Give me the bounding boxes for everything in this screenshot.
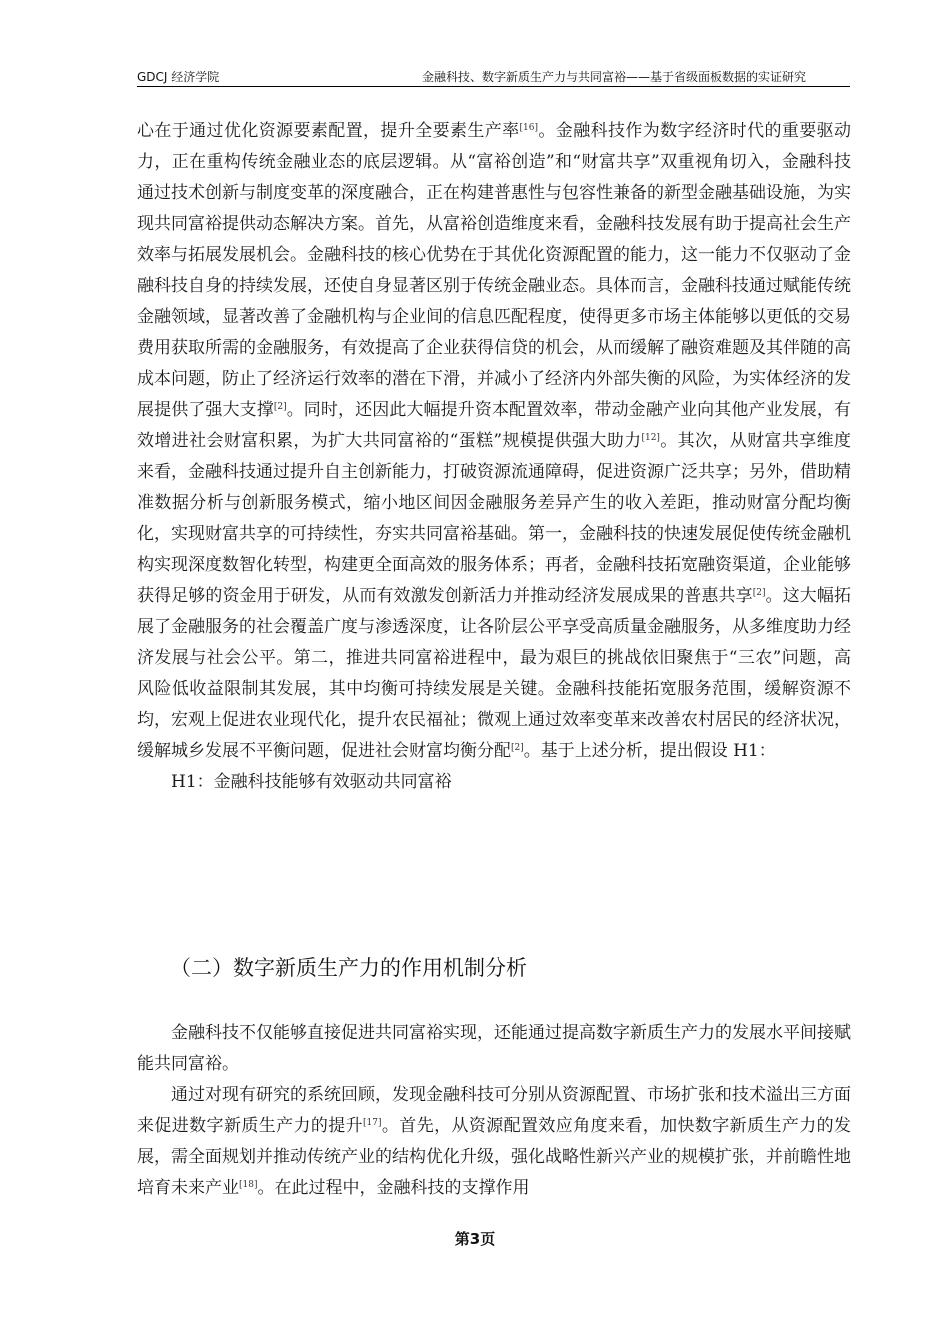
section-body-text: [137, 1018, 851, 1204]
text-segment: 通过对现有研究的系统回顾，发现金融科技可分别从资源配置、市场扩张和技术溢出三方面来促进数字新质生产力的提升: [137, 1085, 851, 1136]
text-segment: 。基于上述分析，提出假设 H1：: [523, 741, 776, 761]
paragraph-continued: [137, 116, 851, 767]
page-header: [137, 66, 850, 87]
text-segment: 。金融科技作为数字经济时代的重要驱动力，正在重构传统金融业态的底层逻辑。从“富裕创造”和“财富共享”双重视角切入，金融科技通过技术创新与制度变革的深度融合，正在构建普惠性与包容性兼备的新型金融基础设施，为实现共同富裕提供动态解决方案。首先，从富裕创造维度来看，金融科技发展有助于提高社会生产效率与拓展发展机会。金融科技的核心优势在于其优化资源配置的能力，这一能力不仅驱动了金融科技自身的持续发展，还使自身显著区别于传统金融业态。具体而言，金融科技通过赋能传统金融领域，显著改善了金融机构与企业间的信息匹配程度，使得更多市场主体能够以更低的交易费用获取所需的金融服务，有效提高了企业获得信贷的机会，从而缓解了融资难题及其伴随的高成本问题，防止了经济运行效率的潜在下滑，并减小了经济内外部失衡的风险，为实体经济的发展提供了强大支撑: [137, 121, 852, 420]
citation: [2]: [752, 588, 766, 598]
paragraph-intro: 金融科技不仅能够直接促进共同富裕实现，还能通过提高数字新质生产力的发展水平间接赋能共同富裕。: [137, 1023, 851, 1074]
section-heading: （二）数字新质生产力的作用机制分析: [170, 956, 527, 980]
text-segment: 。首先，从资源配置效应角度来看，加快数字新质生产力的发展，需全面规划并推动传统产业的结构优化升级，强化战略性新兴产业的规模扩张，并前瞻性地培育未来产业: [137, 1116, 852, 1198]
citation: [18]: [239, 1180, 258, 1190]
citation: [12]: [641, 433, 660, 443]
body-text-block: [137, 116, 851, 798]
citation: [2]: [273, 402, 287, 412]
text-segment: 。在此过程中，金融科技的支撑作用: [257, 1178, 530, 1198]
page-number: 第3页: [454, 1230, 496, 1248]
header-institution: GDCJ 经济学院: [137, 70, 220, 84]
text-segment: 。这大幅拓展了金融服务的社会覆盖广度与渗透深度，让各阶层公平享受高质量金融服务，从多维度助力经济发展与社会公平。第二，推进共同富裕进程中，最为艰巨的挑战依旧聚焦于“三农”问题，高风险低收益限制其发展，其中均衡可持续发展是关键。金融科技能拓宽服务范围，缓解资源不均，宏观上促进农业现代化，提升农民福祉；微观上通过效率变革来改善农村居民的经济状况，缓解城乡发展不平衡问题，促进社会财富均衡分配: [137, 586, 852, 761]
paragraph-mechanism: [137, 1080, 851, 1204]
citation: [16]: [519, 123, 539, 133]
hypothesis-h1: H1：金融科技能够有效驱动共同富裕: [171, 772, 452, 792]
text-segment: 。其次，从财富共享维度来看，金融科技通过提升自主创新能力，打破资源流通障碍，促进资源广泛共享；另外，借助精准数据分析与创新服务模式，缩小地区间因金融服务差异产生的收入差距，推动财富分配均衡化，实现财富共享的可持续性，夯实共同富裕基础。第一，金融科技的快速发展促使传统金融机构实现深度数智化转型，构建更全面高效的服务体系；再者，金融科技拓宽融资渠道，企业能够获得足够的资金用于研发，从而有效激发创新活力并推动经济发展成果的普惠共享: [137, 431, 851, 606]
citation: [17]: [363, 1118, 382, 1128]
header-paper-title: 金融科技、数字新质生产力与共同富裕——基于省级面板数据的实证研究: [421, 70, 806, 84]
text-segment: 。同时，还因此大幅提升资本配置效率，带动金融产业向其他产业发展，有效增进社会财富积累，为扩大共同富裕的“蛋糕”规模提供强大助力: [137, 400, 852, 451]
citation: [2]: [511, 743, 524, 753]
text-segment: 心在于通过优化资源要素配置，提升全要素生产率: [137, 121, 520, 141]
